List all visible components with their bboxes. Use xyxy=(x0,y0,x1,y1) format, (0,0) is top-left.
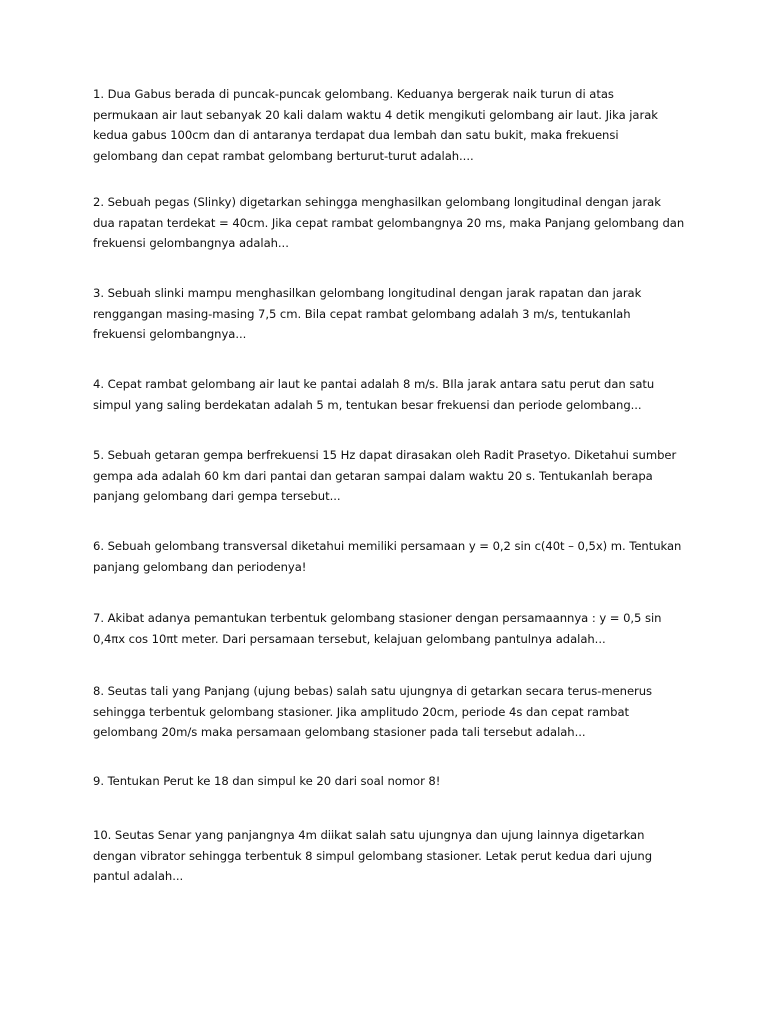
question-3 xyxy=(93,283,693,345)
question-5-line-1: 5. Sebuah getaran gempa berfrekuensi 15 Hz dapat dirasakan oleh Radit Prasetyo. Diketahui sumber xyxy=(93,448,677,462)
question-10-line-3: pantul adalah... xyxy=(93,869,184,883)
question-8-line-3: gelombang 20m/s maka persamaan gelombang stasioner pada tali tersebut adalah... xyxy=(93,725,586,739)
question-10-line-1: 10. Seutas Senar yang panjangnya 4m diikat salah satu ujungnya dan ujung lainnya digetarkan xyxy=(93,828,645,842)
question-4-line-1: 4. Cepat rambat gelombang air laut ke pantai adalah 8 m/s. BIla jarak antara satu perut dan satu xyxy=(93,377,655,391)
question-3-line-3: frekuensi gelombangnya... xyxy=(93,327,247,341)
question-2-line-2: dua rapatan terdekat = 40cm. Jika cepat rambat gelombangnya 20 ms, maka Panjang gelombang dan xyxy=(93,215,685,230)
question-1-line-1: 1. Dua Gabus berada di puncak-puncak gelombang. Keduanya bergerak naik turun di atas xyxy=(93,87,614,101)
question-6-line-1: 6. Sebuah gelombang transversal diketahui memiliki persamaan y = 0,2 sin c(40t – 0,5x) m. Tentukan xyxy=(93,539,682,553)
question-3-line-2: renggangan masing-masing 7,5 cm. Bila cepat rambat gelombang adalah 3 m/s, tentukanlah xyxy=(93,306,631,321)
question-6-line-2: panjang gelombang dan periodenya! xyxy=(93,559,307,574)
question-2-line-3: frekuensi gelombangnya adalah... xyxy=(93,236,289,250)
question-1 xyxy=(93,84,693,166)
question-10-line-2: dengan vibrator sehingga terbentuk 8 simpul gelombang stasioner. Letak perut kedua dari ujung xyxy=(93,848,653,863)
question-6 xyxy=(93,536,693,577)
question-9 xyxy=(93,771,693,792)
question-1-line-2: permukaan air laut sebanyak 20 kali dalam waktu 4 detik mengikuti gelombang air laut. Jika jarak xyxy=(93,107,658,122)
question-7-line-2: 0,4πx cos 10πt meter. Dari persamaan tersebut, kelajuan gelombang pantulnya adalah... xyxy=(93,631,606,646)
question-5 xyxy=(93,445,693,507)
question-7 xyxy=(93,608,693,649)
question-5-line-2: gempa ada adalah 60 km dari pantai dan getaran sampai dalam waktu 20 s. Tentukanlah berapa xyxy=(93,468,653,483)
question-8-line-2: sehingga terbentuk gelombang stasioner. Jika amplitudo 20cm, periode 4s dan cepat rambat xyxy=(93,704,630,719)
question-5-line-3: panjang gelombang dari gempa tersebut... xyxy=(93,489,341,503)
question-3-line-1: 3. Sebuah slinki mampu menghasilkan gelombang longitudinal dengan jarak rapatan dan jarak xyxy=(93,286,642,300)
question-2 xyxy=(93,192,693,254)
question-2-line-1: 2. Sebuah pegas (Slinky) digetarkan sehingga menghasilkan gelombang longitudinal dengan jarak xyxy=(93,195,661,209)
question-1-line-3: kedua gabus 100cm dan di antaranya terdapat dua lembah dan satu bukit, maka frekuensi xyxy=(93,128,619,142)
question-4-line-2: simpul yang saling berdekatan adalah 5 m, tentukan besar frekuensi dan periode gelombang... xyxy=(93,397,642,412)
question-8-line-1: 8. Seutas tali yang Panjang (ujung bebas) salah satu ujungnya di getarkan secara terus-menerus xyxy=(93,684,653,698)
question-1-line-4: gelombang dan cepat rambat gelombang berturut-turut adalah.... xyxy=(93,148,474,163)
question-10 xyxy=(93,825,693,887)
question-9-line-1: 9. Tentukan Perut ke 18 dan simpul ke 20 dari soal nomor 8! xyxy=(93,774,441,788)
question-7-line-1: 7. Akibat adanya pemantukan terbentuk gelombang stasioner dengan persamaannya : y = 0,5 sin xyxy=(93,611,662,625)
question-8 xyxy=(93,681,693,743)
question-4 xyxy=(93,374,693,415)
